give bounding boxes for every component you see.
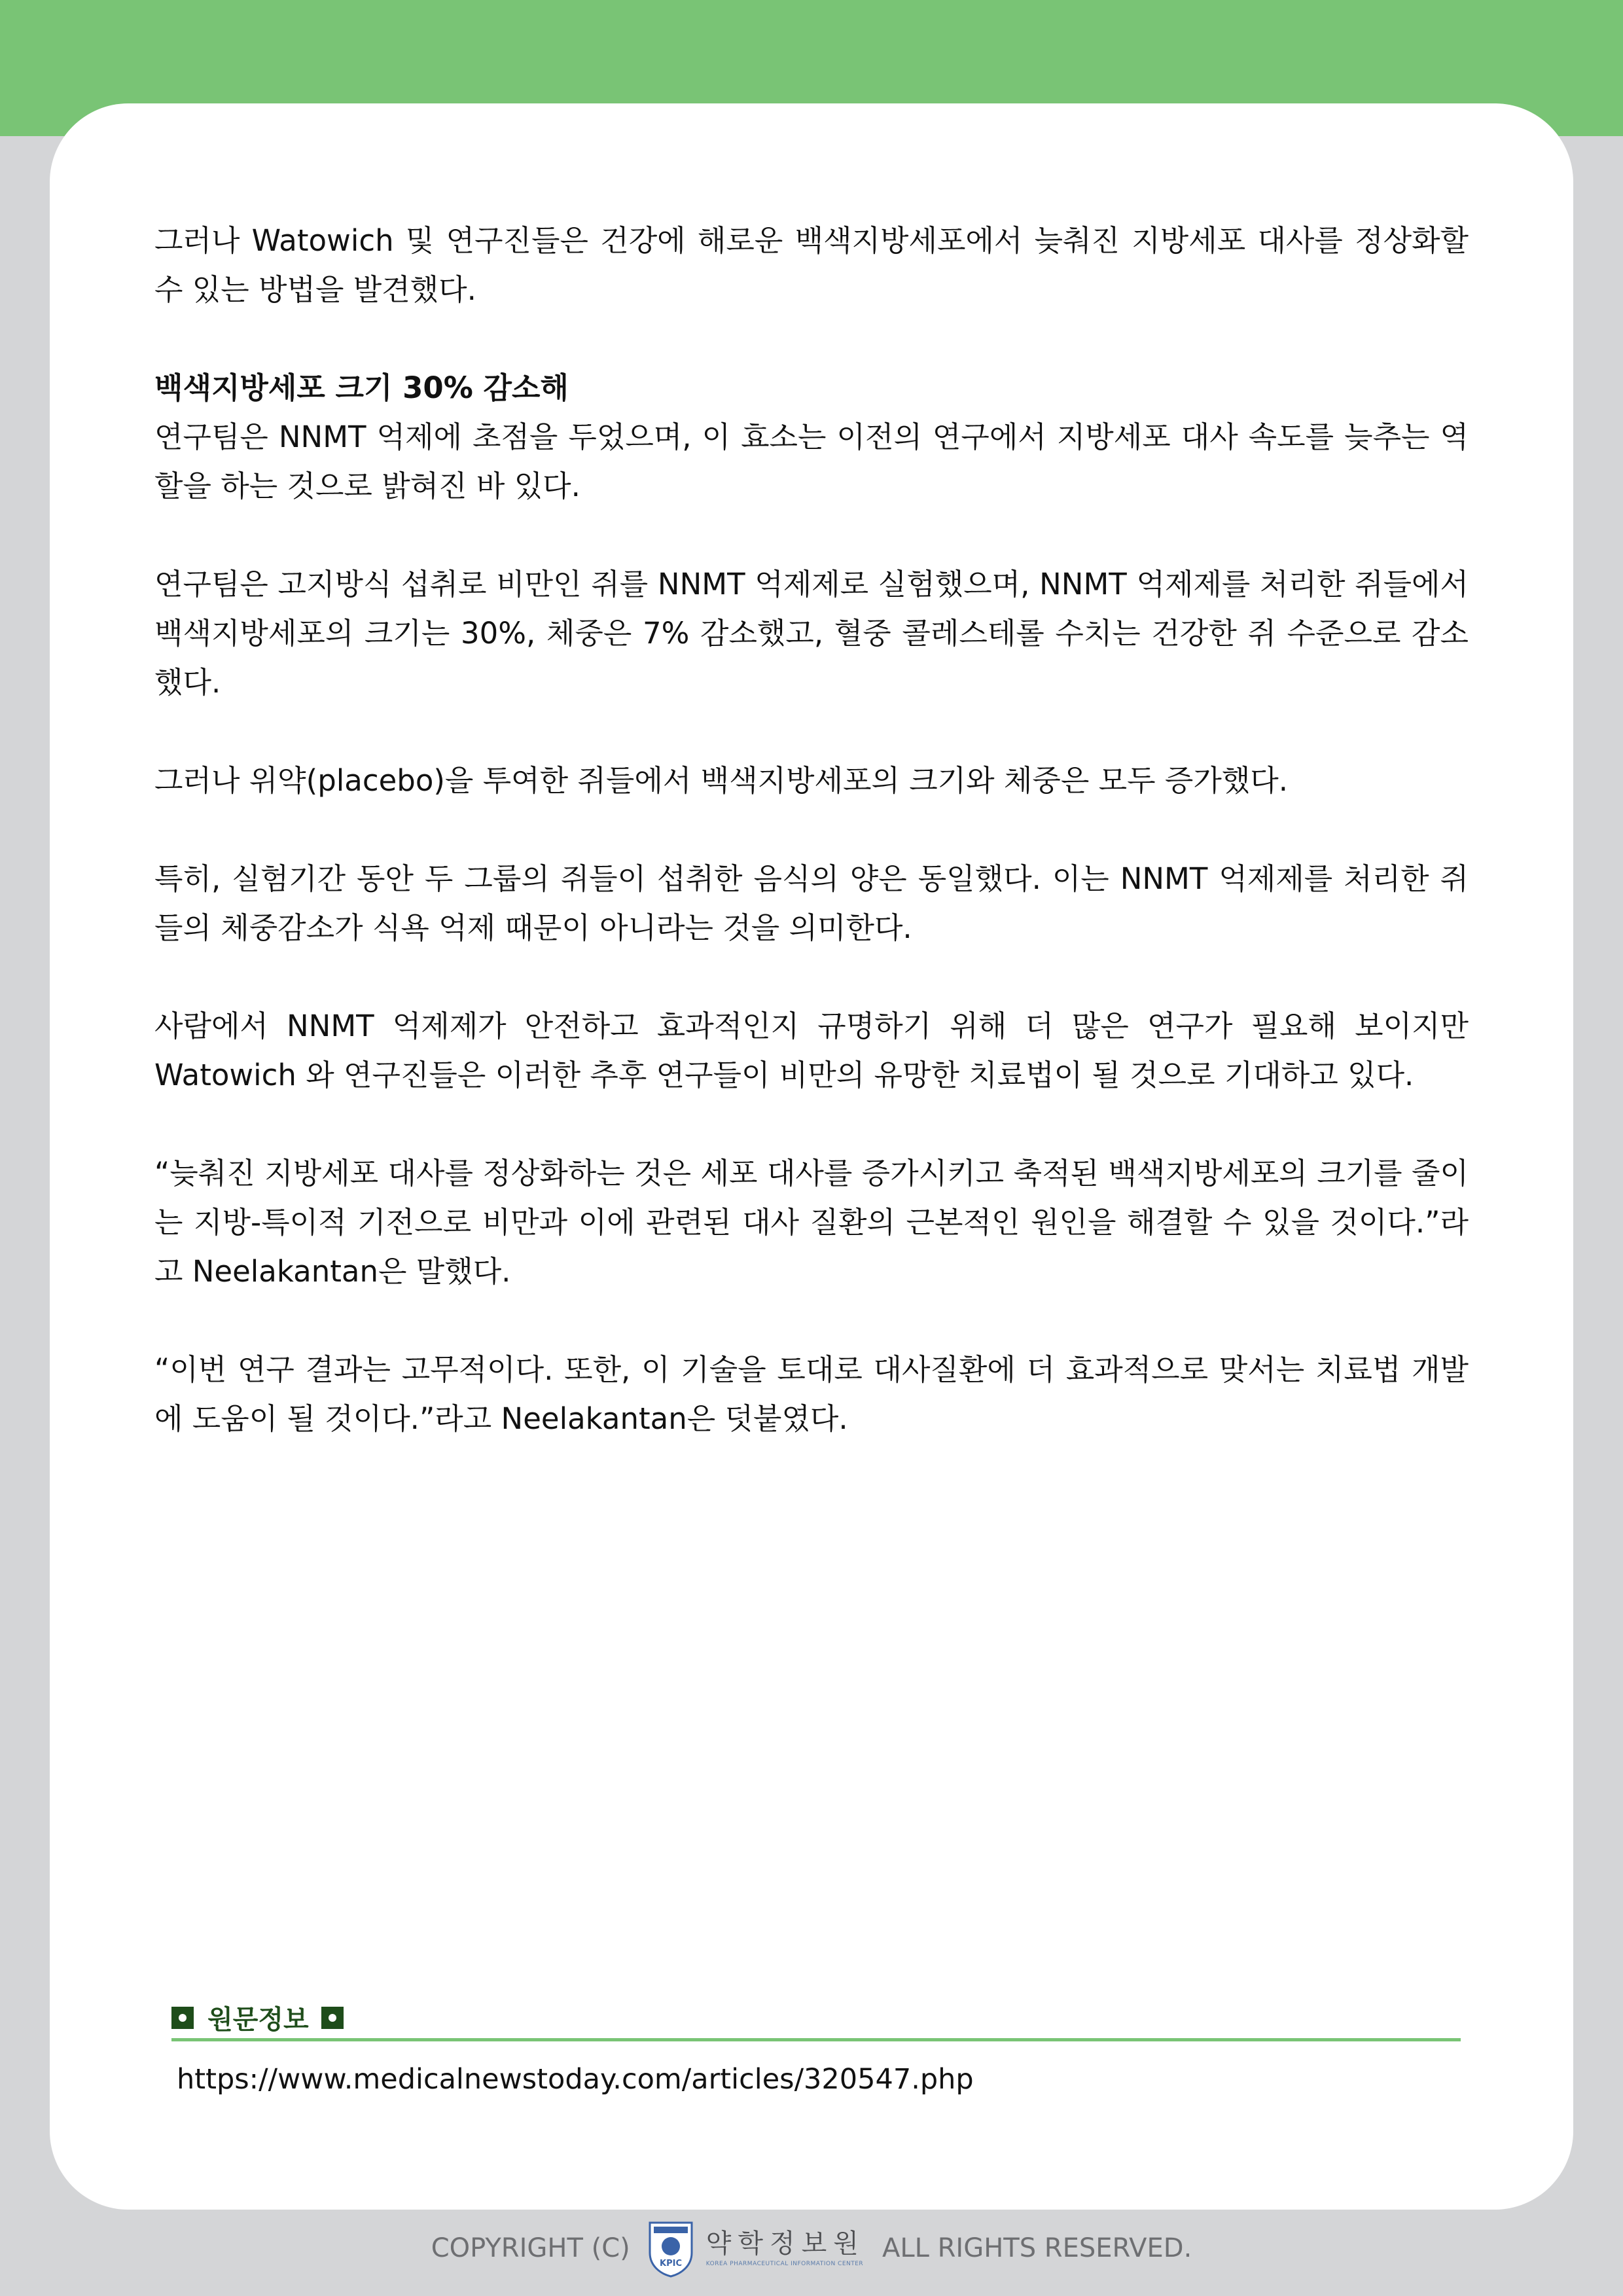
paragraph: “이번 연구 결과는 고무적이다. 또한, 이 기술을 토대로 대사질환에 더 효과적으로 맞서는 치료법 개발에 도움이 될 것이다.”라고 Neelakantan은 덧붙였다. [154, 1352, 1469, 1436]
bullet-icon [171, 2007, 194, 2029]
emblem-label: KPIC [659, 2259, 682, 2269]
paragraph: 연구팀은 NNMT 억제에 초점을 두었으며, 이 효소는 이전의 연구에서 지방세포 대사 속도를 늦추는 역할을 하는 것으로 밝혀진 바 있다. [154, 420, 1469, 503]
kpic-emblem-icon [647, 2219, 694, 2278]
footer [0, 2219, 1623, 2278]
copyright-left: COPYRIGHT (C) [431, 2233, 630, 2263]
source-info-header [171, 1999, 1461, 2041]
section-heading: 백색지방세포 크기 30% 감소해 [154, 370, 569, 405]
paragraph: 연구팀은 고지방식 섭취로 비만인 쥐를 NNMT 억제제로 실험했으며, NNMT 억제제를 처리한 쥐들에서 백색지방세포의 크기는 30%, 체중은 7% 감소했고, 혈중 콜레스테롤 수치는 건강한 쥐 수준으로 감소했다. [154, 567, 1469, 700]
copyright-right: ALL RIGHTS RESERVED. [882, 2233, 1192, 2263]
paragraph: 그러나 Watowich 및 연구진들은 건강에 해로운 백색지방세포에서 늦춰진 지방세포 대사를 정상화할 수 있는 방법을 발견했다. [154, 223, 1469, 307]
paragraph: 특히, 실험기간 동안 두 그룹의 쥐들이 섭취한 음식의 양은 동일했다. 이는 NNMT 억제제를 처리한 쥐들의 체중감소가 식욕 억제 때문이 아니라는 것을 의미한다. [154, 861, 1469, 945]
bullet-icon [321, 2007, 344, 2029]
source-info-title: 원문정보 [207, 2005, 309, 2035]
paragraph: “늦춰진 지방세포 대사를 정상화하는 것은 세포 대사를 증가시키고 축적된 백색지방세포의 크기를 줄이는 지방-특이적 기전으로 비만과 이에 관련된 대사 질환의 근본적인 원인을 해결할 수 있을 것이다.”라고 Neelakantan은 말했다. [154, 1156, 1469, 1289]
paragraph: 사람에서 NNMT 억제제가 안전하고 효과적인지 규명하기 위해 더 많은 연구가 필요해 보이지만 Watowich 와 연구진들은 이러한 추후 연구들이 비만의 유망한 치료법이 될 것으로 기대하고 있다. [154, 1009, 1469, 1092]
paragraph: 그러나 위약(placebo)을 투여한 쥐들에서 백색지방세포의 크기와 체중은 모두 증가했다. [154, 763, 1289, 798]
source-url-link[interactable]: https://www.medicalnewstoday.com/articles/320547.php [177, 2063, 974, 2096]
brand-name-ko: 약학정보원 [705, 2229, 865, 2259]
brand [706, 2228, 865, 2269]
brand-name-en: KOREA PHARMACEUTICAL INFORMATION CENTER [705, 2261, 864, 2267]
article-body [154, 216, 1469, 1443]
